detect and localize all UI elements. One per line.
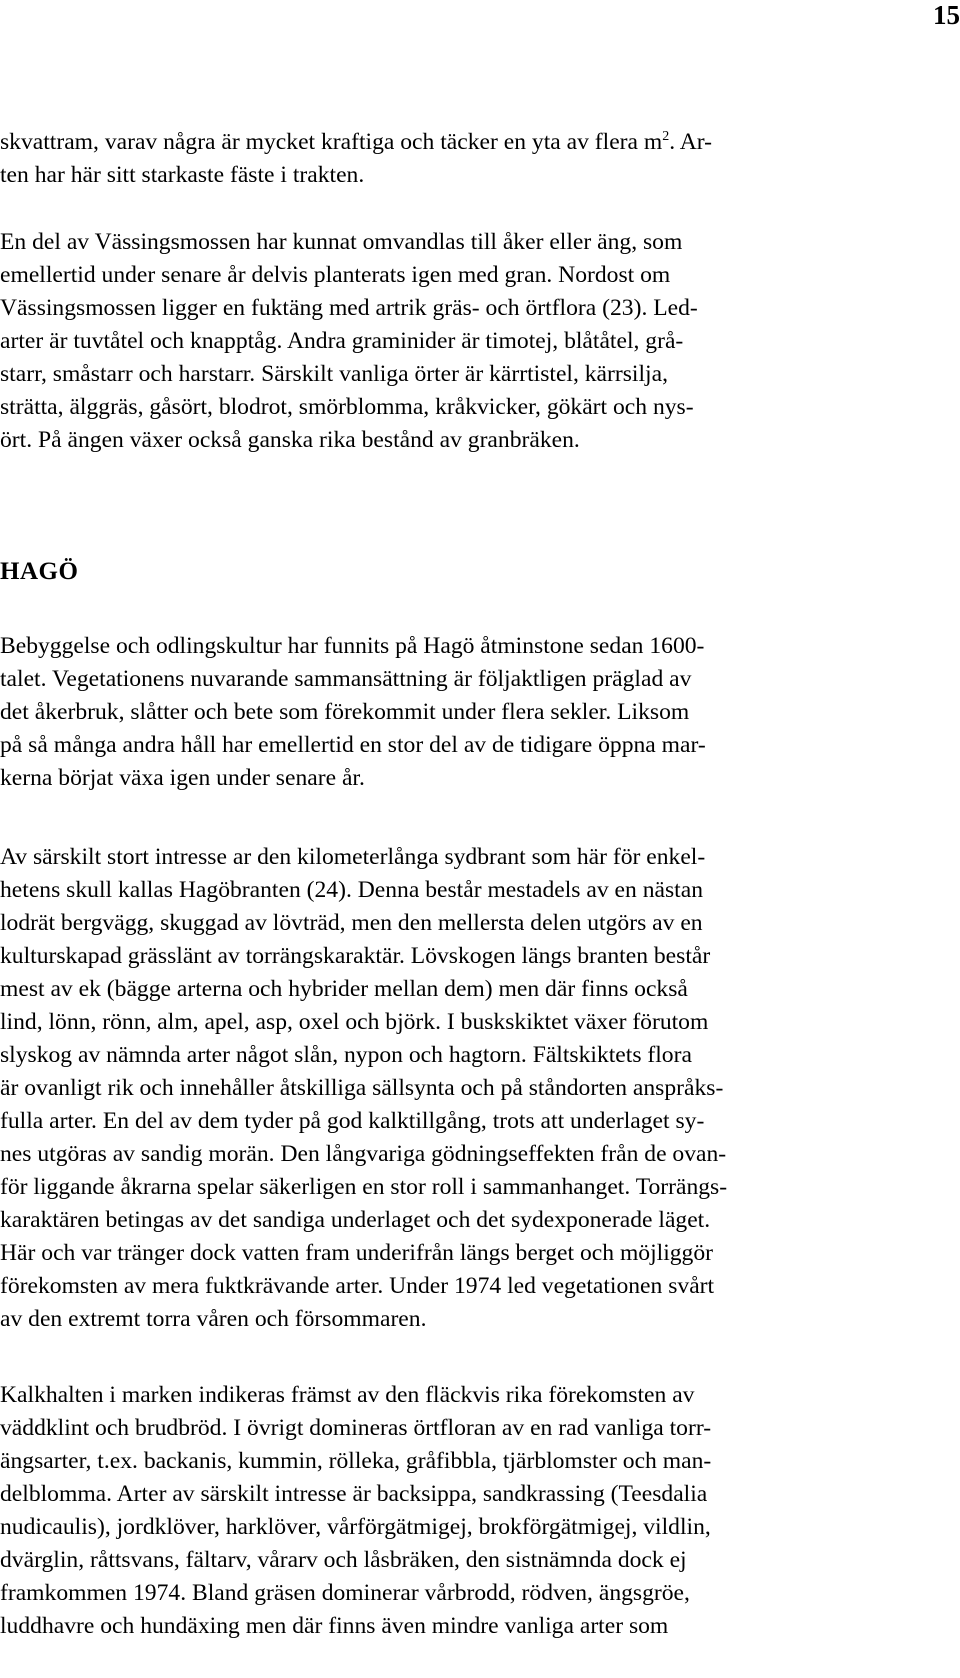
page-number: 15 [933,0,960,30]
text-line: En del av Vässingsmossen har kunnat omvandlas till åker eller äng, som [0,229,683,255]
paragraph-3 [0,630,905,795]
text-line: dvärglin, råttsvans, fältarv, vårarv och låsbräken, den sistnämnda dock ej [0,1547,687,1573]
text-segment: . Ar- [669,129,713,155]
text-line: starr, småstarr och harstarr. Särskilt vanliga örter är kärrtistel, kärrsilja, [0,361,668,387]
text-line: hetens skull kallas Hagöbranten (24). Denna består mestadels av en nästan [0,877,703,903]
text-segment: skvattram, varav några är mycket kraftiga och täcker en yta av flera m [0,129,663,155]
text-line: är ovanligt rik och innehåller åtskilliga sällsynta och på ståndorten anspråks- [0,1075,724,1101]
text-line: lind, lönn, rönn, alm, apel, asp, oxel och björk. I buskskiktet växer förutom [0,1009,709,1035]
text-line: Av särskilt stort intresse ar den kilometerlånga sydbrant som här för enkel- [0,844,706,870]
superscript: 2 [662,129,670,145]
text-line: Bebyggelse och odlingskultur har funnits på Hagö åtminstone sedan 1600- [0,633,705,659]
text-line: slyskog av nämnda arter något slån, nypon och hagtorn. Fältskiktets flora [0,1042,692,1068]
text-line [0,159,905,192]
text-line: emellertid under senare år delvis planterats igen med gran. Nordost om [0,262,671,288]
text-line: karaktären betingas av det sandiga underlaget och det sydexponerade läget. [0,1207,711,1233]
text-line: för liggande åkrarna spelar säkerligen en stor roll i sammanhanget. Torrängs- [0,1174,728,1200]
text-line: framkommen 1974. Bland gräsen dominerar vårbrodd, rödven, ängsgröe, [0,1580,690,1606]
text-line: mest av ek (bägge arterna och hybrider mellan dem) men där finns också [0,976,688,1002]
text-line: på så många andra håll har emellertid en stor del av de tidigare öppna mar- [0,732,706,758]
text-line: väddklint och brudbröd. I övrigt domineras örtfloran av en rad vanliga torr- [0,1415,712,1441]
text-line: förekomsten av mera fuktkrävande arter. Under 1974 led vegetationen svårt [0,1273,715,1299]
paragraph-2 [0,226,905,457]
paragraph-4 [0,841,905,1336]
text-line: Här och var tränger dock vatten fram underifrån längs berget och möjliggör [0,1240,714,1266]
text-line: fulla arter. En del av dem tyder på god kalktillgång, trots att underlaget sy- [0,1108,705,1134]
text-line: kulturskapad grässlänt av torrängskaraktär. Lövskogen längs branten består [0,943,711,969]
text-line: Vässingsmossen ligger en fuktäng med artrik gräs- och örtflora (23). Led- [0,295,698,321]
text-line: nudicaulis), jordklöver, harklöver, vårförgätmigej, brokförgätmigej, vildlin, [0,1514,711,1540]
text-line: Kalkhalten i marken indikeras främst av den fläckvis rika förekomsten av [0,1382,695,1408]
text-line: nes utgöras av sandig morän. Den långvariga gödningseffekten från de ovan- [0,1141,727,1167]
text-line [0,126,905,159]
text-line: talet. Vegetationens nuvarande sammansättning är följaktligen präglad av [0,666,692,692]
text-line: ängsarter, t.ex. backanis, kummin, rölleka, gråfibbla, tjärblomster och man- [0,1448,712,1474]
paragraph-1 [0,126,905,192]
text-line: det åkerbruk, slåtter och bete som förekommit under flera sekler. Liksom [0,699,690,725]
text-line: strätta, älggräs, gåsört, blodrot, smörblomma, kråkvicker, gökärt och nys- [0,394,694,420]
text-line: kerna börjat växa igen under senare år. [0,765,365,791]
section-heading: HAGÖ [0,558,79,585]
text-line: ört. På ängen växer också ganska rika bestånd av granbräken. [0,427,580,453]
text-line: lodrät bergvägg, skuggad av lövträd, men den mellersta delen utgörs av en [0,910,703,936]
text-line: av den extremt torra våren och försommaren. [0,1306,427,1332]
text-line: delblomma. Arter av särskilt intresse är backsippa, sandkrassing (Teesdalia [0,1481,708,1507]
paragraph-5 [0,1379,905,1643]
text-segment: ten har här sitt starkaste fäste i trakten. [0,162,365,188]
text-line: arter är tuvtåtel och knapptåg. Andra graminider är timotej, blåtåtel, grå- [0,328,684,354]
text-line: luddhavre och hundäxing men där finns även mindre vanliga arter som [0,1613,669,1639]
